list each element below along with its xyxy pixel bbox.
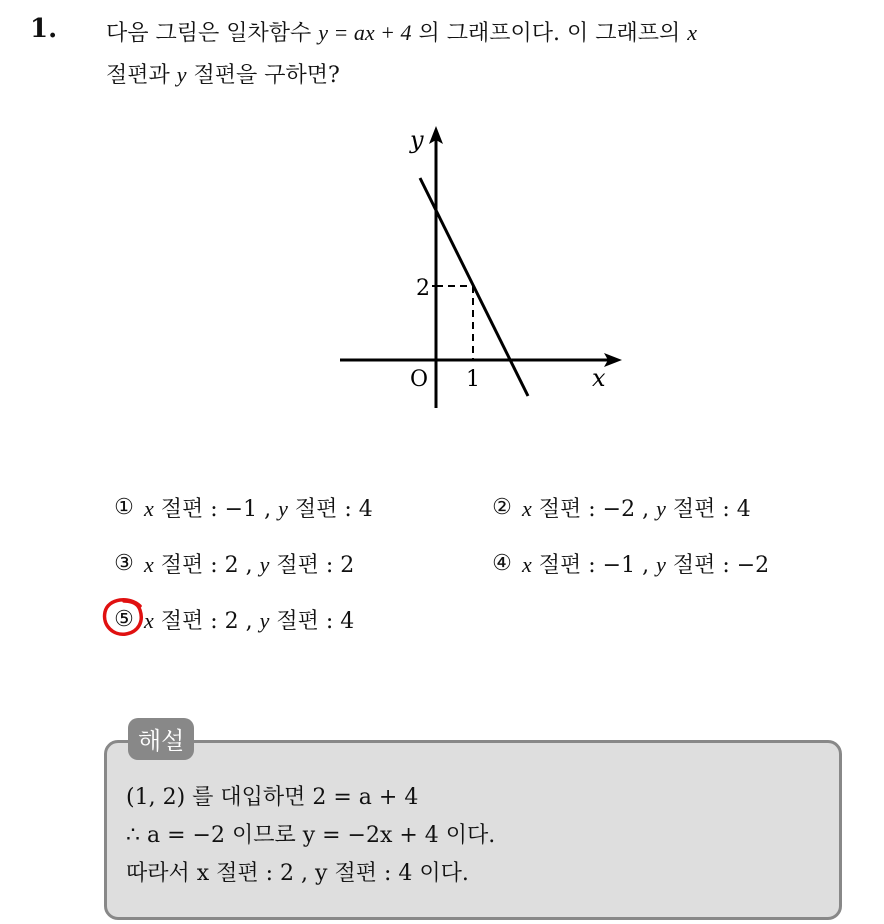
solution-line-2: ∴ a = −2 이므로 y = −2x + 4 이다. xyxy=(126,823,496,848)
choice-text: 절편 : −2 xyxy=(665,553,770,578)
choice-var: y xyxy=(259,552,270,577)
question-text: 절편을 구하면? xyxy=(186,63,340,88)
choice-text: 절편 : −1 , xyxy=(153,497,279,522)
choice-var: y xyxy=(278,496,288,521)
solution-line-1: (1, 2) 를 대입하면 2 = a + 4 xyxy=(126,785,419,810)
choice-text: 절편 : 4 xyxy=(665,497,751,522)
variable-x: x xyxy=(687,20,697,45)
choice-var: y xyxy=(656,496,666,521)
choice-text: 절편 : −2 , xyxy=(531,497,657,522)
tick-y-label: 2 xyxy=(416,276,430,301)
choice-text: 절편 : 2 , xyxy=(153,609,260,634)
choice-text: 절편 : 4 xyxy=(269,609,355,634)
x-axis-label: x xyxy=(592,364,606,392)
choice-var: x xyxy=(522,552,532,577)
solution-tag: 해설 xyxy=(128,718,194,760)
question-number: 1. xyxy=(30,14,58,44)
choice-5[interactable] xyxy=(112,604,354,635)
solution-line-3: 따라서 x 절편 : 2 , y 절편 : 4 이다. xyxy=(126,861,469,886)
choice-text: 절편 : 2 , xyxy=(153,553,260,578)
equation: y = ax + 4 xyxy=(318,20,412,45)
question-line-2 xyxy=(106,58,340,89)
choice-text: 절편 : 2 xyxy=(269,553,355,578)
choice-number: ③ xyxy=(114,551,134,576)
choice-1[interactable] xyxy=(112,492,373,523)
choice-number: ① xyxy=(114,495,134,520)
choice-number: ② xyxy=(492,495,512,520)
question-text: 절편과 xyxy=(106,63,177,88)
y-axis-label: y xyxy=(410,126,424,154)
origin-label: O xyxy=(410,367,429,392)
choice-3[interactable] xyxy=(112,548,354,579)
choice-number: ⑤ xyxy=(114,607,134,632)
choice-var: x xyxy=(144,552,154,577)
choice-var: x xyxy=(144,496,154,521)
choice-4[interactable] xyxy=(490,548,769,579)
choice-number: ④ xyxy=(492,551,512,576)
tick-x-label: 1 xyxy=(466,367,480,392)
choice-var: y xyxy=(656,552,666,577)
question-line-1 xyxy=(106,16,697,47)
question-text: 의 그래프이다. 이 그래프의 xyxy=(411,21,688,46)
variable-y: y xyxy=(176,62,187,87)
choice-2[interactable] xyxy=(490,492,751,523)
choice-var: x xyxy=(144,608,154,633)
choice-var: y xyxy=(259,608,270,633)
choice-text: 절편 : −1 , xyxy=(531,553,657,578)
choice-var: x xyxy=(522,496,532,521)
graph-figure xyxy=(330,118,630,418)
choice-text: 절편 : 4 xyxy=(287,497,373,522)
answer-mark-icon xyxy=(100,596,146,638)
question-text: 다음 그림은 일차함수 xyxy=(106,21,319,46)
